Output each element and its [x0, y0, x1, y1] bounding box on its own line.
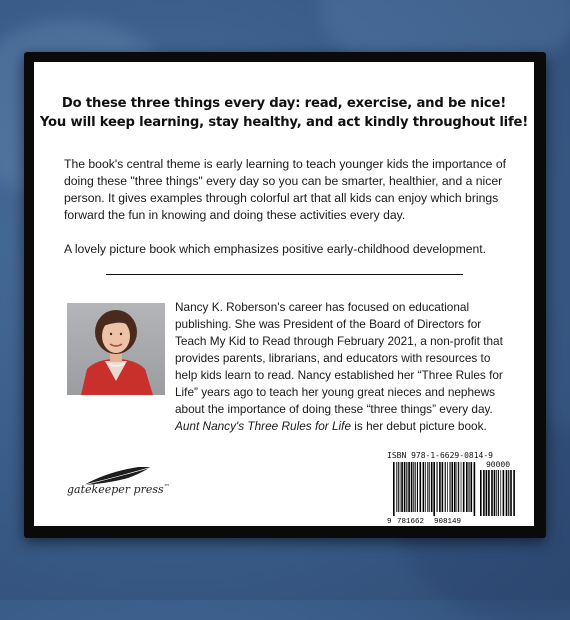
barcode-bar — [445, 462, 446, 512]
barcode-bar — [447, 462, 448, 512]
book-back-cover — [34, 62, 534, 526]
barcode-bar — [486, 470, 488, 516]
barcode-bar — [420, 462, 422, 512]
barcode-bar — [450, 462, 451, 512]
barcode-bar — [510, 470, 512, 516]
barcode-bar — [488, 470, 490, 516]
barcode-bar — [506, 470, 508, 516]
barcode-bar — [398, 462, 399, 512]
barcode-bar — [427, 462, 428, 512]
barcode-bar — [396, 462, 397, 512]
barcode-bar — [474, 462, 476, 516]
barcode-bar — [442, 462, 444, 512]
barcode-bar — [466, 462, 468, 512]
headline-line-1: Do these three things every day: read, exercise, and be nice! — [61, 96, 507, 111]
barcode-bar — [425, 462, 426, 512]
barcode-bar — [461, 462, 462, 512]
ean-group-1: 781662 — [397, 518, 425, 525]
barcode-bar — [498, 470, 499, 516]
barcode-bar — [508, 470, 509, 516]
book-title: Aunt Nancy's Three Rules for Life — [175, 419, 352, 433]
barcode-bar — [406, 462, 407, 512]
barcode-bar — [437, 462, 438, 512]
publisher-name — [67, 483, 170, 496]
price-code: 90000 — [485, 461, 510, 470]
barcode-bar — [496, 470, 497, 516]
isbn-label: ISBN 978-1-6629-0814-9 — [387, 451, 493, 460]
description-paragraph: The book's central theme is early learning to teach younger kids the importance of doing these "three things" every day so you can be smarter, healthier, and a nicer person. It gives examples through colorful art that all kids can enjoy which brings forward the fun in knowing and doing these activities every day. — [64, 157, 506, 222]
barcode-bar — [413, 462, 414, 512]
barcode-bar — [404, 462, 406, 512]
barcode-bar — [463, 462, 465, 512]
publisher-name-text: gatekeeper press — [67, 483, 164, 496]
barcode-bar — [500, 470, 501, 516]
author-bio — [175, 299, 515, 435]
trademark-symbol: ™ — [163, 483, 170, 491]
barcode-bar — [423, 462, 425, 512]
barcode-bar — [494, 470, 496, 516]
barcode-bar — [458, 462, 459, 512]
barcode-bar — [415, 462, 416, 512]
barcode-bar — [452, 462, 454, 512]
barcode-bar — [469, 462, 470, 512]
barcode-bar — [439, 462, 441, 512]
barcode-bar — [431, 462, 433, 512]
barcode-bar — [454, 462, 456, 512]
barcode-bar — [429, 462, 430, 512]
section-divider — [106, 274, 463, 275]
barcode-bar — [411, 462, 413, 512]
barcode-bar — [417, 462, 418, 512]
barcode-bar — [400, 462, 401, 512]
headline-line-2: You will keep learning, stay healthy, and act kindly throughout life! — [39, 115, 529, 130]
barcode-bar — [408, 462, 410, 512]
barcode-bar — [401, 462, 403, 512]
author-bio-text-end: is her debut picture book. — [351, 419, 487, 433]
author-photo — [67, 303, 165, 395]
isbn-barcode — [386, 460, 516, 525]
barcode-bar — [491, 470, 493, 516]
barcode-bar — [483, 470, 485, 516]
barcode-bar — [433, 462, 435, 516]
ean-lead-digit: 9 — [387, 518, 392, 525]
author-bio-text: Nancy K. Roberson's career has focused on educational publishing. She was President of the Board of Directors for Teach My Kid to Read through February 2021, a non-profit that provides parents, librarians, and educators with resources to help kids learn to read. Nancy established her “Three Rules for Life” years ago to teach her young great nieces and nephews about the importance of doing these “three things” every day. — [175, 300, 503, 416]
publisher-logo — [62, 467, 192, 507]
barcode-bar — [503, 470, 505, 516]
barcode-bar — [457, 462, 458, 512]
barcode-bar — [513, 470, 515, 516]
barcode-bar — [393, 462, 395, 516]
ean-group-2: 908149 — [434, 518, 462, 525]
barcode-bar — [480, 470, 482, 516]
barcode-bar — [471, 462, 473, 512]
summary-paragraph: A lovely picture book which emphasizes positive early-childhood development. — [64, 242, 487, 256]
